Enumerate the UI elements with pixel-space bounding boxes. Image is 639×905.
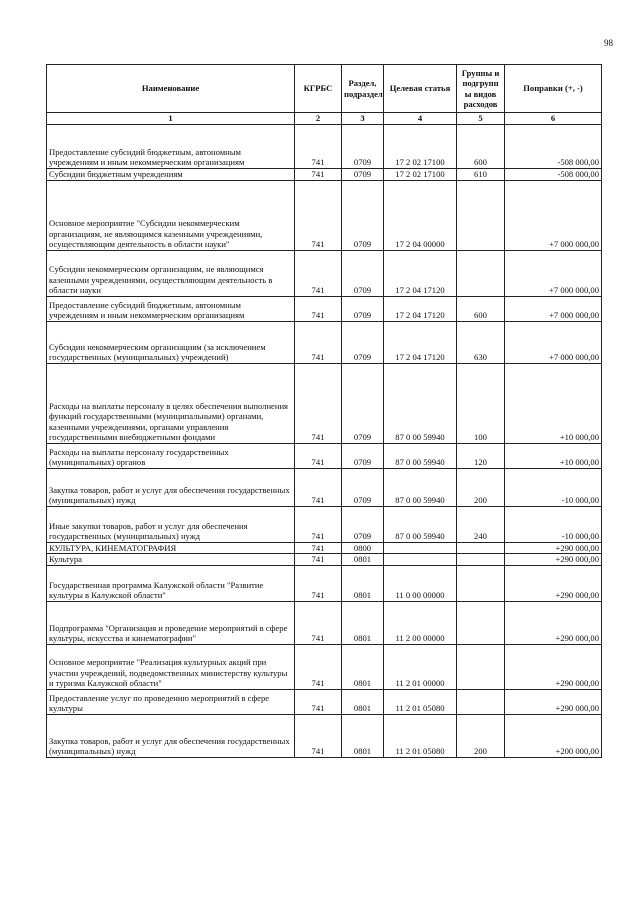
row-target-cell: 17 2 04 17120 — [384, 296, 457, 321]
column-number: 3 — [342, 113, 384, 125]
row-section-cell: 0709 — [342, 363, 384, 443]
row-amount-cell: +7 000 000,00 — [505, 250, 602, 296]
row-group-cell — [457, 601, 505, 644]
row-name-cell: КУЛЬТУРА, КИНЕМАТОГРАФИЯ — [47, 542, 295, 554]
row-target-cell: 17 2 02 17100 — [384, 168, 457, 180]
header-kgrbs: КГРБС — [295, 65, 342, 113]
row-amount-cell: +290 000,00 — [505, 601, 602, 644]
row-group-cell — [457, 180, 505, 250]
row-section-cell: 0709 — [342, 468, 384, 506]
table-row — [47, 601, 602, 644]
row-target-cell: 17 2 04 00000 — [384, 180, 457, 250]
row-kgrbs-cell: 741 — [295, 250, 342, 296]
row-name-cell: Предоставление услуг по проведению мероприятий в сфере культуры — [47, 689, 295, 714]
row-name-cell: Закупка товаров, работ и услуг для обеспечения государственных (муниципальных) нужд — [47, 714, 295, 757]
table-row — [47, 250, 602, 296]
header-amendments: Поправки (+, -) — [505, 65, 602, 113]
row-section-cell: 0709 — [342, 321, 384, 363]
table-row — [47, 296, 602, 321]
column-number: 6 — [505, 113, 602, 125]
row-amount-cell: -10 000,00 — [505, 506, 602, 542]
row-kgrbs-cell: 741 — [295, 506, 342, 542]
row-kgrbs-cell: 741 — [295, 644, 342, 689]
row-name-cell: Государственная программа Калужской области "Развитие культуры в Калужской области" — [47, 565, 295, 601]
row-name-cell: Иные закупки товаров, работ и услуг для обеспечения государственных (муниципальных) нужд — [47, 506, 295, 542]
row-amount-cell: +290 000,00 — [505, 689, 602, 714]
row-kgrbs-cell: 741 — [295, 296, 342, 321]
row-kgrbs-cell: 741 — [295, 542, 342, 554]
table-row — [47, 124, 602, 168]
row-amount-cell: +7 000 000,00 — [505, 296, 602, 321]
row-amount-cell: +290 000,00 — [505, 542, 602, 554]
row-group-cell — [457, 542, 505, 554]
row-section-cell: 0801 — [342, 644, 384, 689]
row-amount-cell: -508 000,00 — [505, 124, 602, 168]
row-target-cell: 11 0 00 00000 — [384, 565, 457, 601]
table-row — [47, 363, 602, 443]
row-kgrbs-cell: 741 — [295, 714, 342, 757]
row-section-cell: 0709 — [342, 506, 384, 542]
row-section-cell: 0709 — [342, 124, 384, 168]
table-row — [47, 542, 602, 554]
row-name-cell: Расходы на выплаты персоналу в целях обеспечения выполнения функций государственными (муниципальными) органами, казенными учреждениями, органами управления государственными внебюджетными фондами — [47, 363, 295, 443]
row-name-cell: Субсидии некоммерческим организациям, не являющимся казенными учреждениями, осуществляющим деятельность в области науки — [47, 250, 295, 296]
row-name-cell: Субсидии некоммерческим организациям (за исключением государственных (муниципальных) учреждений) — [47, 321, 295, 363]
table-row — [47, 443, 602, 468]
row-name-cell: Основное мероприятие "Реализация культурных акций при участии учреждений, подведомственных министерству культуры и туризма Калужской области" — [47, 644, 295, 689]
row-section-cell: 0709 — [342, 250, 384, 296]
row-amount-cell: +290 000,00 — [505, 644, 602, 689]
row-amount-cell: +200 000,00 — [505, 714, 602, 757]
row-amount-cell: +10 000,00 — [505, 443, 602, 468]
row-kgrbs-cell: 741 — [295, 180, 342, 250]
header-groups: Группы и подгрупп ы видов расходов — [457, 65, 505, 113]
row-amount-cell: +7 000 000,00 — [505, 180, 602, 250]
row-amount-cell: +290 000,00 — [505, 554, 602, 566]
row-amount-cell: +7 000 000,00 — [505, 321, 602, 363]
row-group-cell: 600 — [457, 296, 505, 321]
budget-amendments-table — [46, 64, 602, 758]
row-name-cell: Основное мероприятие "Субсидии некоммерческим организациям, не являющимся казенными учреждениями, осуществляющим деятельность в области науки" — [47, 180, 295, 250]
header-section: Раздел, подраздел — [342, 65, 384, 113]
row-name-cell: Субсидии бюджетным учреждениям — [47, 168, 295, 180]
row-section-cell: 0709 — [342, 296, 384, 321]
row-kgrbs-cell: 741 — [295, 554, 342, 566]
row-kgrbs-cell: 741 — [295, 468, 342, 506]
row-amount-cell: +10 000,00 — [505, 363, 602, 443]
row-group-cell — [457, 689, 505, 714]
row-target-cell: 87 0 00 59940 — [384, 443, 457, 468]
row-name-cell: Предоставление субсидий бюджетным, автономным учреждениям и иным некоммерческим организациям — [47, 296, 295, 321]
row-target-cell: 11 2 01 05080 — [384, 714, 457, 757]
row-name-cell: Расходы на выплаты персоналу государственных (муниципальных) органов — [47, 443, 295, 468]
row-group-cell: 240 — [457, 506, 505, 542]
row-target-cell: 11 2 01 00000 — [384, 644, 457, 689]
row-target-cell: 17 2 04 17120 — [384, 321, 457, 363]
row-section-cell: 0800 — [342, 542, 384, 554]
row-section-cell: 0801 — [342, 689, 384, 714]
row-group-cell — [457, 565, 505, 601]
row-kgrbs-cell: 741 — [295, 601, 342, 644]
row-kgrbs-cell: 741 — [295, 168, 342, 180]
row-amount-cell: -10 000,00 — [505, 468, 602, 506]
row-target-cell: 87 0 00 59940 — [384, 506, 457, 542]
row-section-cell: 0709 — [342, 180, 384, 250]
row-amount-cell: -508 000,00 — [505, 168, 602, 180]
row-group-cell: 200 — [457, 714, 505, 757]
header-target: Целевая статья — [384, 65, 457, 113]
header-name: Наименование — [47, 65, 295, 113]
row-group-cell: 100 — [457, 363, 505, 443]
table-row — [47, 565, 602, 601]
row-name-cell: Предоставление субсидий бюджетным, автономным учреждениям и иным некоммерческим организациям — [47, 124, 295, 168]
row-target-cell: 17 2 04 17120 — [384, 250, 457, 296]
table-row — [47, 506, 602, 542]
row-group-cell: 630 — [457, 321, 505, 363]
row-name-cell: Закупка товаров, работ и услуг для обеспечения государственных (муниципальных) нужд — [47, 468, 295, 506]
table-row — [47, 554, 602, 566]
row-name-cell: Культура — [47, 554, 295, 566]
table-row — [47, 321, 602, 363]
row-target-cell: 11 2 01 05080 — [384, 689, 457, 714]
row-section-cell: 0801 — [342, 601, 384, 644]
row-group-cell: 200 — [457, 468, 505, 506]
row-section-cell: 0709 — [342, 168, 384, 180]
row-target-cell: 11 2 00 00000 — [384, 601, 457, 644]
row-kgrbs-cell: 741 — [295, 363, 342, 443]
column-number: 5 — [457, 113, 505, 125]
row-kgrbs-cell: 741 — [295, 321, 342, 363]
row-group-cell: 120 — [457, 443, 505, 468]
row-group-cell — [457, 554, 505, 566]
row-kgrbs-cell: 741 — [295, 124, 342, 168]
row-target-cell: 17 2 02 17100 — [384, 124, 457, 168]
row-target-cell: 87 0 00 59940 — [384, 468, 457, 506]
table-row — [47, 468, 602, 506]
table-row — [47, 644, 602, 689]
table-row — [47, 168, 602, 180]
column-number: 2 — [295, 113, 342, 125]
row-kgrbs-cell: 741 — [295, 689, 342, 714]
row-section-cell: 0801 — [342, 714, 384, 757]
row-group-cell — [457, 644, 505, 689]
column-number: 4 — [384, 113, 457, 125]
column-number: 1 — [47, 113, 295, 125]
row-kgrbs-cell: 741 — [295, 565, 342, 601]
row-kgrbs-cell: 741 — [295, 443, 342, 468]
table-row — [47, 180, 602, 250]
row-target-cell: 87 0 00 59940 — [384, 363, 457, 443]
table-row — [47, 689, 602, 714]
row-name-cell: Подпрограмма "Организация и проведение мероприятий в сфере культуры, искусства и кинематографии" — [47, 601, 295, 644]
table-row — [47, 714, 602, 757]
row-target-cell — [384, 554, 457, 566]
row-group-cell: 610 — [457, 168, 505, 180]
row-section-cell: 0709 — [342, 443, 384, 468]
row-target-cell — [384, 542, 457, 554]
row-group-cell: 600 — [457, 124, 505, 168]
row-section-cell: 0801 — [342, 554, 384, 566]
row-amount-cell: +290 000,00 — [505, 565, 602, 601]
row-section-cell: 0801 — [342, 565, 384, 601]
row-group-cell — [457, 250, 505, 296]
page-number: 98 — [604, 38, 613, 48]
